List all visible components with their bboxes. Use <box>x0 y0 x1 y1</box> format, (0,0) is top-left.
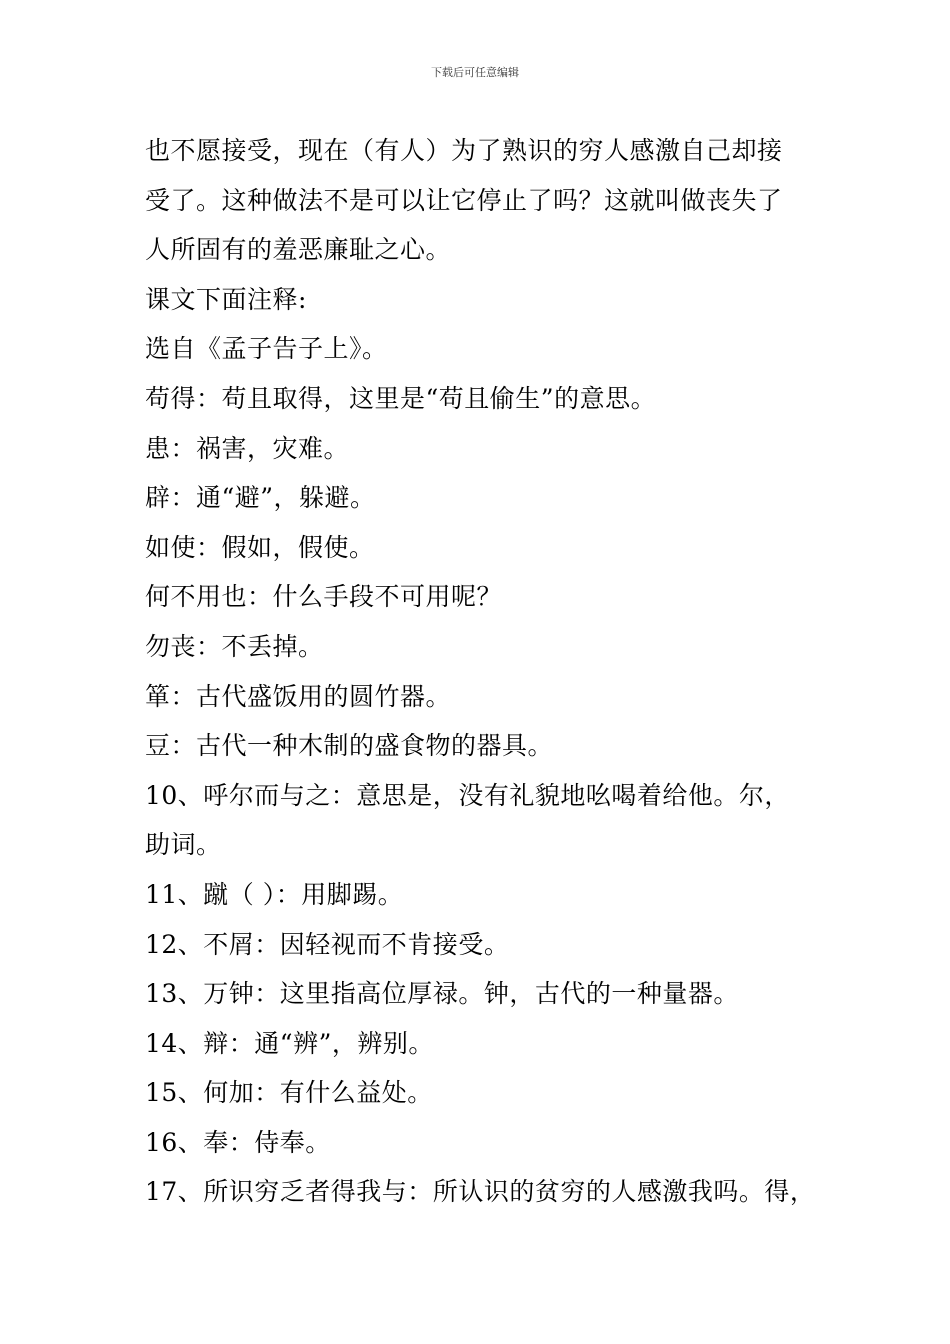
annotation-line: 何不用也：什么手段不可用呢？ <box>145 582 503 612</box>
annotation-line: 16、奉：侍奉。 <box>145 1127 331 1157</box>
text-line: 受了。这种做法不是可以让它停止了吗？这就叫做丧失了 <box>145 185 783 215</box>
annotation-line: 12、不屑：因轻视而不肯接受。 <box>145 929 510 959</box>
annotation-line: 10、呼尔而与之：意思是，没有礼貌地吆喝着给他。尔， <box>145 780 790 810</box>
annotation-line: 如使：假如，假使。 <box>145 532 375 562</box>
annotation-line: 助词。 <box>145 830 222 860</box>
annotation-line: 13、万钟：这里指高位厚禄。钟，古代的一种量器。 <box>145 979 739 1009</box>
annotation-line: 17、所识穷乏者得我与：所认识的贫穷的人感激我吗。得， <box>145 1177 816 1207</box>
annotation-line: 豆：古代一种木制的盛食物的器具。 <box>145 731 554 761</box>
section-heading: 课文下面注释: <box>145 284 307 314</box>
annotation-line: 11、蹴（ ）：用脚踢。 <box>145 879 404 909</box>
annotation-line: 勿丧：不丢掉。 <box>145 631 324 661</box>
page-header: 下载后可任意编辑 <box>431 66 519 79</box>
annotation-line: 选自《孟子告子上》。 <box>145 334 388 364</box>
text-line: 人所固有的羞恶廉耻之心。 <box>145 235 452 265</box>
annotation-line: 辟：通“避”，躲避。 <box>145 483 376 513</box>
annotation-line: 患：祸害，灾难。 <box>145 433 350 463</box>
text-line: 也不愿接受，现在（有人）为了熟识的穷人感激自己却接 <box>145 136 783 165</box>
document-body <box>145 126 825 1217</box>
annotation-line: 14、辩：通“辨”，辨别。 <box>145 1028 434 1058</box>
annotation-line: 15、何加：有什么益处。 <box>145 1078 433 1108</box>
annotation-line: 苟得：苟且取得，这里是“苟且偷生”的意思。 <box>145 383 657 413</box>
annotation-line: 箪：古代盛饭用的圆竹器。 <box>145 681 452 711</box>
